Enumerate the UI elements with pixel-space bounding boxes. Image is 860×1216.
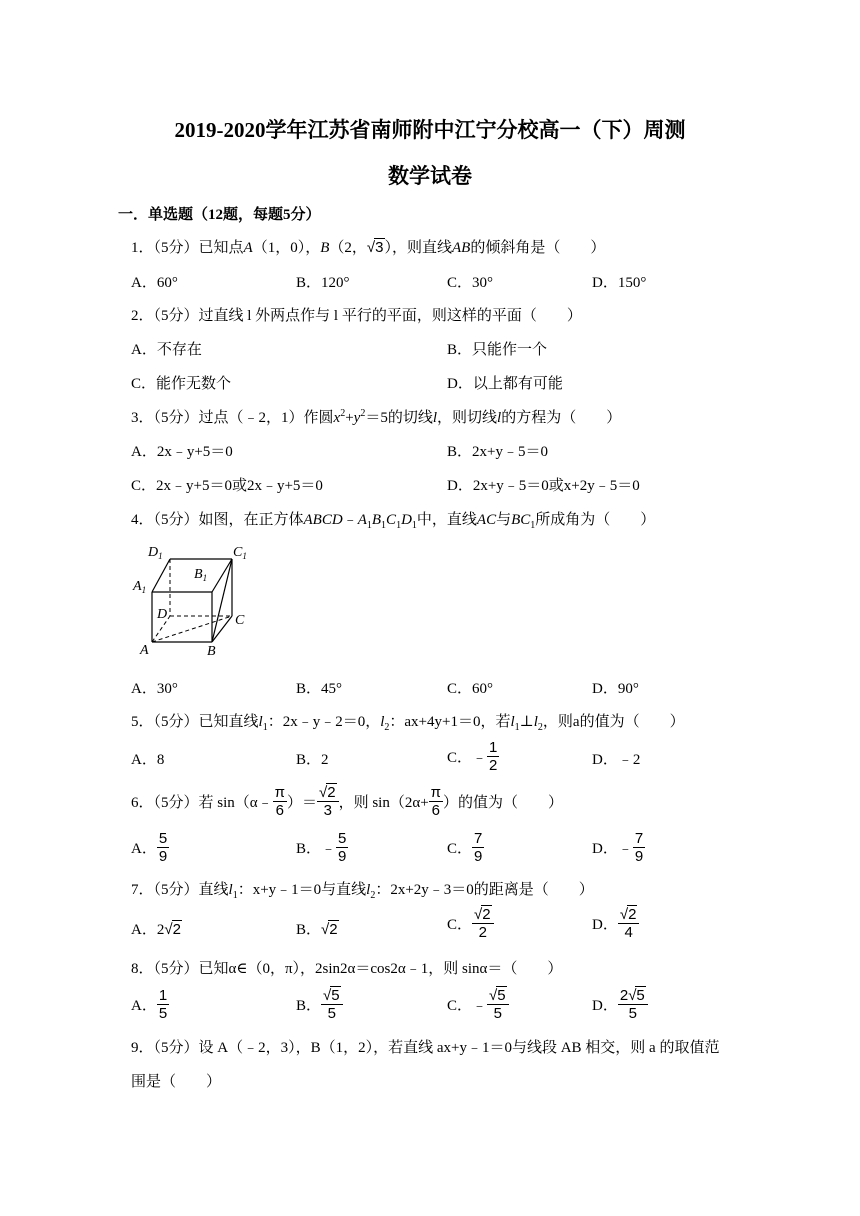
q1-option-a: A．60° <box>131 275 178 291</box>
page-subtitle: 数学试卷 <box>388 164 472 188</box>
sqrt-3: √3 <box>366 239 384 256</box>
label-b1: $B_1$ <box>194 567 208 583</box>
question-8: 8．（5分）已知α∈（0，π），2sin2α＝cos2α﹣1，则 sinα＝（ ） <box>131 961 563 977</box>
q8-option-d: D． $\frac{2√5}{5}$ <box>592 987 648 1022</box>
q4-option-a: A．30° <box>131 681 178 697</box>
q3-option-c: C．2x﹣y+5＝0或2x﹣y+5＝0 <box>131 478 323 494</box>
cube-figure <box>128 540 258 660</box>
q3-option-d: D．2x+y﹣5＝0或x+2y﹣5＝0 <box>447 478 640 494</box>
q7-option-d: D． $\frac{√2}{4}$ <box>592 906 639 941</box>
q8-option-c: C．﹣ $\frac{√5}{5}$ <box>447 987 509 1022</box>
question-3: 3．（5分）过点（﹣2，1）作圆$x^2+y^2=5$的切线l，则切线l的方程为（ ） <box>131 408 622 426</box>
q5-option-a: A．8 <box>131 752 165 768</box>
q7-option-a: A．2√2 <box>131 921 181 938</box>
q2-option-b: B．只能作一个 <box>447 342 548 358</box>
question-7: 7．（5分）直线$l_1$：x+y﹣1＝0与直线$l_2$：2x+2y﹣3＝0的距离是（ ） <box>131 882 594 901</box>
label-b: B <box>207 644 216 659</box>
q6-option-b: B．﹣ $\frac{5}{9}$ <box>296 830 347 865</box>
q3-option-b: B．2x+y﹣5＝0 <box>447 444 548 460</box>
question-2: 2．（5分）过直线 l 外两点作与 l 平行的平面，则这样的平面（ ） <box>131 308 582 324</box>
q1-option-d: D．150° <box>592 275 647 291</box>
question-9-line-1: 9．（5分）设 A（﹣2，3），B（1，2），若直线 ax+y﹣1＝0与线段 AB 相交，则 a 的取值范 <box>131 1040 720 1056</box>
label-d: D <box>157 607 168 622</box>
q4-option-c: C．60° <box>447 681 494 697</box>
question-6: 6．（5分）若 sin（α﹣ $\frac{\pi}{6}$ ）＝ $\frac{√2}{3}$ ，则 sin（2α+ $\frac{\pi}{6}$ ）的值为（ ） <box>131 784 564 819</box>
q7-option-c: C． $\frac{√2}{2}$ <box>447 906 494 941</box>
q8-option-b: B． $\frac{√5}{5}$ <box>296 987 343 1022</box>
question-9-line-2: 围是（ ） <box>131 1074 222 1090</box>
label-c1: $C_1$ <box>233 545 247 561</box>
label-a1: $A_1$ <box>133 579 147 595</box>
question-4: 4．（5分）如图，在正方体$ABCD﹣A_1B_1C_1D_1$中，直线AC与$BC_1$所成角为（ ） <box>131 512 656 531</box>
q4-option-d: D．90° <box>592 681 639 697</box>
question-5: 5．（5分）已知直线$l_1$：2x﹣y﹣2＝0，$l_2$：ax+4y+1＝0，若$l_1\perp l_2$，则a的值为（ ） <box>131 714 685 733</box>
q6-option-d: D．﹣ $\frac{7}{9}$ <box>592 830 644 865</box>
q6-option-c: C． $\frac{7}{9}$ <box>447 830 483 865</box>
section-heading: 一．单选题（12题，每题5分） <box>118 207 321 223</box>
q5-option-c: C．﹣ $\frac{1}{2}$ <box>447 739 498 774</box>
q5-option-b: B．2 <box>296 752 329 768</box>
q6-option-a: A． $\frac{5}{9}$ <box>131 830 168 865</box>
q2-option-d: D．以上都有可能 <box>447 376 563 392</box>
q7-option-b: B．√2 <box>296 921 338 938</box>
q4-option-b: B．45° <box>296 681 343 697</box>
question-1: 1．（5分）已知点A（1，0），B（2，√3），则直线AB的倾斜角是（ ） <box>131 239 606 256</box>
q2-option-a: A．不存在 <box>131 342 202 358</box>
page-title: 2019-2020学年江苏省南师附中江宁分校高一（下）周测 <box>174 118 686 142</box>
label-c: C <box>235 613 245 628</box>
q3-option-a: A．2x﹣y+5＝0 <box>131 444 233 460</box>
label-d1: $D_1$ <box>148 545 163 561</box>
q1-option-c: C．30° <box>447 275 494 291</box>
label-a: A <box>140 643 149 658</box>
q1-option-b: B．120° <box>296 275 350 291</box>
q5-option-d: D．﹣2 <box>592 752 641 768</box>
q8-option-a: A． $\frac{1}{5}$ <box>131 987 168 1022</box>
q2-option-c: C．能作无数个 <box>131 376 232 392</box>
